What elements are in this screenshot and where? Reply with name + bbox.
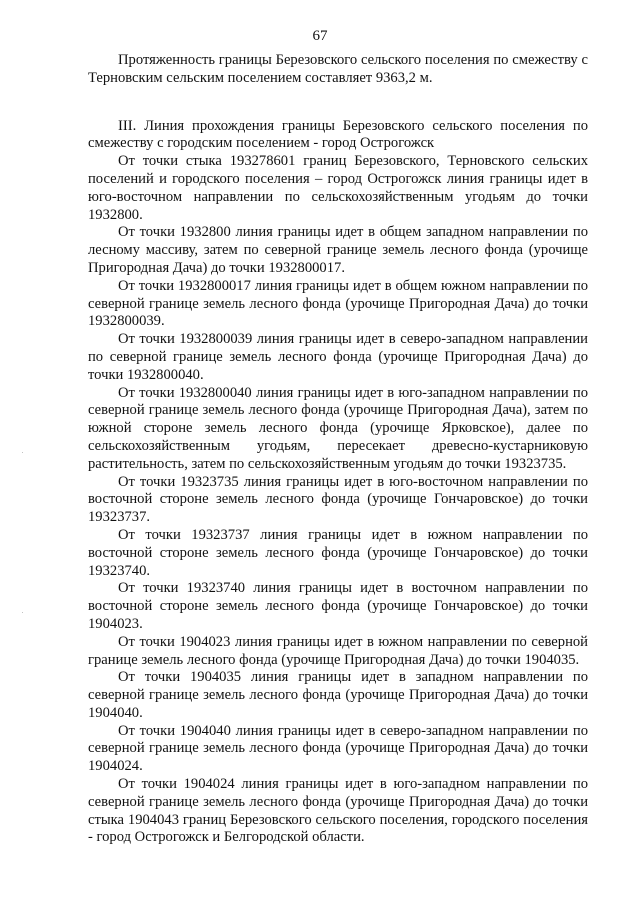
boundary-point-paragraph: От точки 1904040 линия границы идет в северо-западном направлении по северной границе земель лесного фонда (урочище Пригородная Дача) до точки 1904024.	[88, 722, 588, 775]
page-number: 67	[312, 28, 328, 44]
boundary-point-paragraph: От точки 19323735 линия границы идет в юго-восточном направлении по восточной стороне земель лесного фонда (урочище Гончаровское) до точки 19323737.	[88, 473, 588, 526]
boundary-point-paragraph: От точки 1904024 линия границы идет в юго-западном направлении по северной границе земель лесного фонда (урочище Пригородная Дача) до точки стыка 1904043 границ Березовского сельского поселения, городского поселения - город Острогожск и Белгородской области.	[88, 776, 588, 846]
scan-speck	[22, 612, 23, 613]
boundary-point-paragraph: От точки 1932800039 линия границы идет в северо-западном направлении по северной границе земель лесного фонда (урочище Пригородная Дача) до точки 1932800040.	[88, 331, 588, 383]
section-heading: III. Линия прохождения границы Березовского сельского поселения по смежеству с городским поселением - город Острогожск	[88, 117, 588, 152]
boundary-point-paragraph: От точки 1904035 линия границы идет в западном направлении по северной границе земель лесного фонда (урочище Пригородная Дача) до точки 1904040.	[88, 669, 588, 721]
boundary-point-paragraph: От точки 1904023 линия границы идет в южном направлении по северной границе земель лесного фонда (урочище Пригородная Дача) до точки 1904035.	[88, 633, 588, 668]
scan-speck	[22, 452, 23, 453]
document-body	[88, 52, 588, 847]
boundary-point-paragraph: От точки 19323740 линия границы идет в восточном направлении по восточной стороне земель лесного фонда (урочище Гончаровское) до точки 1904023.	[88, 580, 588, 632]
intro-paragraph: Протяженность границы Березовского сельского поселения по смежеству с Терновским сельским поселением составляет 9363,2 м.	[88, 52, 588, 86]
boundary-point-paragraph: От точки 1932800017 линия границы идет в общем южном направлении по северной границе земель лесного фонда (урочище Пригородная Дача) до точки 1932800039.	[88, 277, 588, 330]
boundary-point-paragraph: От точки 1932800 линия границы идет в общем западном направлении по лесному массиву, затем по северной границе земель лесного фонда (урочище Пригородная Дача) до точки 1932800017.	[88, 224, 588, 276]
boundary-point-paragraph: От точки стыка 193278601 границ Березовского, Терновского сельских поселений и городского поселения – город Острогожск линия границы идет в юго-восточном направлении по сельскохозяйственным угодьям до точки 1932800.	[88, 153, 588, 223]
boundary-point-paragraph: От точки 19323737 линия границы идет в южном направлении по восточной стороне земель лесного фонда (урочище Гончаровское) до точки 19323740.	[88, 526, 588, 579]
boundary-point-paragraph: От точки 1932800040 линия границы идет в юго-западном направлении по северной границе земель лесного фонда (урочище Пригородная Дача), затем по южной стороне земель лесного фонда (урочище Ярковское), далее по сельскохозяйственным угодьям, пересекает древесно-кустарниковую растительность, затем по сельскохозяйственным угодьям до точки 19323735.	[88, 384, 588, 472]
